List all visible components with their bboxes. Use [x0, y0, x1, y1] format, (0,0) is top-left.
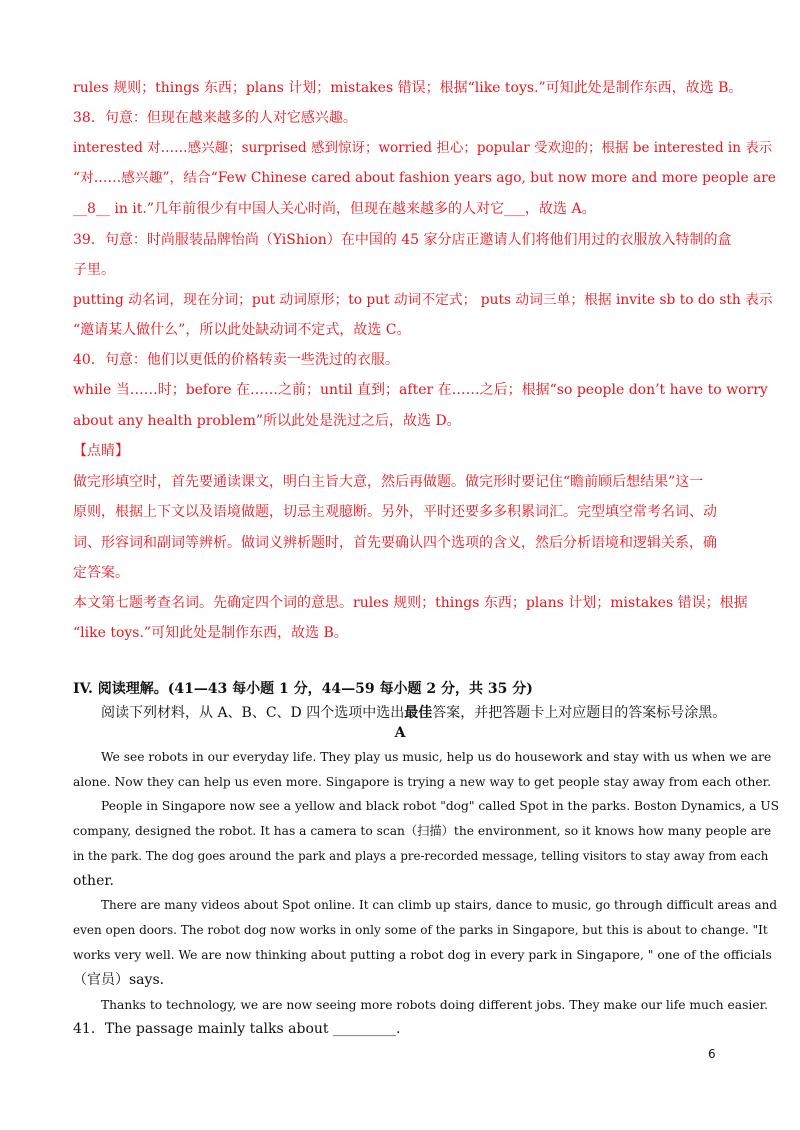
explanation-line: about any health problem”所以此处是洗过之后，故选 D。 [73, 413, 461, 429]
explanation-line: rules 规则；things 东西；plans 计划；mistakes 错误；根据“like toys.”可知此处是制作东西，故选 B。 [73, 80, 743, 96]
explanation-line: 本文第七题考查名词。先确定四个词的意思。rules 规则；things 东西；plans 计划；mistakes 错误；根据 [73, 595, 748, 611]
passage-line: People in Singapore now see a yellow and black robot "dog" called Spot in the parks. Boston Dynamics, a US [101, 799, 780, 813]
explanation-line: 定答案。 [73, 565, 129, 581]
passage-line: company, designed the robot. It has a camera to scan（扫描）the environment, so it knows how many people are [73, 824, 772, 838]
question-41: 41．The passage mainly talks about _________. [73, 1021, 401, 1037]
explanation-line: “对……感兴趣”，结合“Few Chinese cared about fashion years ago, but now more and more people are [73, 170, 776, 186]
explanation-line: 词、形容词和副词等辨析。做词义辨析题时，首先要确认四个选项的含义，然后分析语境和逻辑关系，确 [73, 535, 717, 551]
tips-heading: 【点睛】 [73, 443, 129, 459]
passage-line: Thanks to technology, we are now seeing more robots doing different jobs. They make our life much easier. [101, 998, 768, 1012]
section-instruction [101, 704, 726, 722]
passage-line: alone. Now they can help us even more. Singapore is trying a new way to get people stay away from each other. [73, 775, 772, 789]
passage-line: works very well. We are now thinking about putting a robot dog in every park in Singapore, " one of the officials [73, 948, 772, 962]
explanation-line: 子里。 [73, 262, 115, 278]
explanation-line: while 当……时；before 在……之前；until 直到；after 在……之后；根据“so people don’t have to worry [73, 382, 768, 398]
passage-line: in the park. The dog goes around the park and plays a pre-recorded message, telling visitors to stay away from each [73, 849, 769, 863]
explanation-line: interested 对……感兴趣；surprised 感到惊讶；worried 担心；popular 受欢迎的；根据 be interested in 表示 [73, 140, 773, 156]
passage-line: We see robots in our everyday life. They play us music, help us do housework and stay with us when we are [101, 750, 772, 764]
explanation-line: 38．句意：但现在越来越多的人对它感兴趣。 [73, 110, 357, 126]
passage-line: even open doors. The robot dog now works in only some of the parks in Singapore, but this is about to change. "It [73, 923, 768, 937]
page-number: 6 [708, 1047, 716, 1061]
instruction-text: 阅读下列材料，从 A、B、C、D 四个选项中选出 [101, 705, 405, 721]
passage-line: There are many videos about Spot online. It can climb up stairs, dance to music, go through difficult areas and [101, 898, 778, 912]
passage-line: other. [73, 873, 114, 889]
explanation-line: “邀请某人做什么”，所以此处缺动词不定式，故选 C。 [73, 322, 411, 338]
passage-line: （官员）says. [73, 972, 165, 988]
instruction-text: 答案，并把答题卡上对应题目的答案标号涂黑。 [432, 705, 727, 721]
instruction-emphasis: 最佳 [404, 705, 433, 721]
passage-label: A [394, 725, 406, 741]
explanation-line: 原则，根据上下文以及语境做题，切忌主观臆断。另外，平时还要多多积累词汇。完型填空常考名词、动 [73, 504, 717, 520]
section-heading: IV. 阅读理解。(41—43 每小题 1 分，44—59 每小题 2 分，共 35 分) [73, 681, 533, 697]
explanation-line: 39．句意：时尚服装品牌怡尚（YiShion）在中国的 45 家分店正邀请人们将他们用过的衣服放入特制的盒 [73, 232, 732, 248]
explanation-line: __8__ in it.”几年前很少有中国人关心时尚，但现在越来越多的人对它___，故选 A。 [73, 201, 596, 217]
explanation-line: “like toys.”可知此处是制作东西，故选 B。 [73, 625, 348, 641]
explanation-line: putting 动名词，现在分词；put 动词原形；to put 动词不定式； puts 动词三单；根据 invite sb to do sth 表示 [73, 292, 773, 308]
explanation-line: 做完形填空时，首先要通读课文，明白主旨大意，然后再做题。做完形时要记住“瞻前顾后想结果”这一 [73, 474, 704, 490]
explanation-line: 40．句意：他们以更低的价格转卖一些洗过的衣服。 [73, 352, 399, 368]
